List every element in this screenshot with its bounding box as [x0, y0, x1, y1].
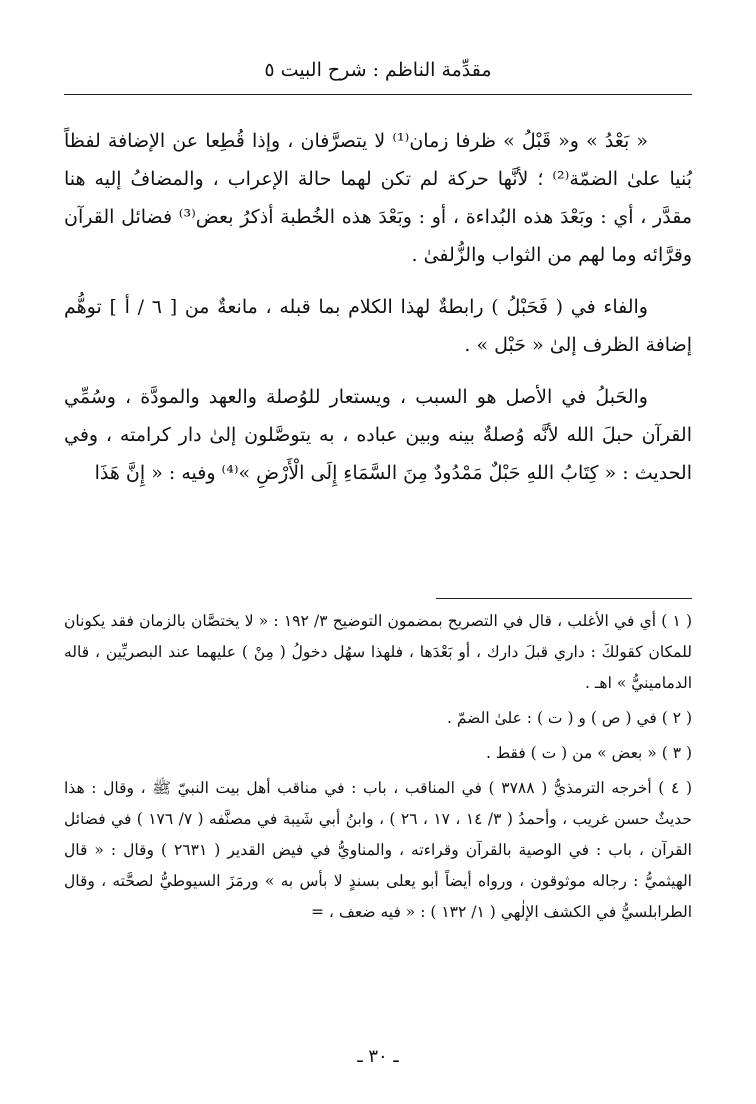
header-divider	[64, 94, 692, 95]
running-header: مقدِّمة الناظم : شرح البيت ٥	[264, 59, 492, 81]
main-text	[64, 122, 692, 506]
paragraph: والحَبلُ في الأصل هو السبب ، ويستعار للوُصلة والعهد والمودَّة ، وسُمِّي القرآن حبلَ الله لأنَّه وُصلةٌ بينه وبين عباده ، به يتوصَّلون إلىٰ دار كرامته ، وفي الحديث : « كِتَابُ اللهِ حَبْلٌ مَمْدُودٌ مِنَ السَّمَاءِ إِلَى الْأَرْضِ »⁽⁴⁾ وفيه : « إِنَّ هَذَا	[64, 386, 692, 484]
page-number: ـ ٣٠ ـ	[357, 1046, 399, 1067]
footnote: ( ١ ) أي في الأغلب ، قال في التصريح بمضمون التوضيح ٣/ ١٩٢ : « لا يختصَّان بالزمان فقد يكونان للمكان كقولكَ : داري قبلَ دارك ، أو بَعْدَها ، فلهذا سهُل دخولُ ( مِنْ ) عليهما عند البصريِّين ، قاله الدمامينيُّ » اهـ .	[64, 612, 693, 692]
footnote: ( ٤ ) أخرجه الترمذيُّ ( ٣٧٨٨ ) في المناقب ، باب : في مناقب أهل بيت النبيّ ﷺ ، وقال : هذا حديثٌ حسن غريب ، وأحمدُ ( ٣/ ١٤ ، ١٧ ، ٢٦ ) ، وابنُ أبي شَيبة في مصنَّفه ( ٧/ ١٧٦ ) في فضائل القرآن ، باب : في الوصية بالقرآن وقراءته ، والمناويُّ في فيض القدير ( ٢٦٣١ ) وقال : « قال الهيثميُّ : رجاله موثوقون ، ورواه أيضاً أبو يعلى بسندٍ لا بأس به » ورمَزَ السيوطيُّ لصحَّته ، وقال الطرابلسيُّ في الكشف الإلٰهي ( ١/ ١٣٢ ) : « فيه ضعف ، =	[64, 779, 693, 921]
paragraph: والفاء في ( فَحَبْلُ ) رابطةٌ لهذا الكلام بما قبله ، مانعةٌ من [ ٦ / أ ] توهُّم إضافة الظرف إلىٰ « حَبْل » .	[64, 296, 692, 356]
footnotes	[64, 606, 692, 932]
footnote: ( ٣ ) « بعض » من ( ت ) فقط .	[485, 744, 692, 762]
footnote-divider	[436, 598, 692, 599]
footnote: ( ٢ ) في ( ص ) و ( ت ) : علىٰ الضمّ .	[447, 709, 692, 727]
paragraph: « بَعْدُ » و« قَبْلُ » ظرفا زمان⁽¹⁾ لا يتصرَّفان ، وإذا قُطِعا عن الإضافة لفظاً بُنيا علىٰ الضمّة⁽²⁾ ؛ لأنَّها حركة لم تكن لهما حالة الإعراب ، والمضافُ إليه هنا مقدَّر ، أي : وبَعْدَ هذه البُداءة ، أو : وبَعْدَ هذه الخُطبة أذكرُ بعض⁽³⁾ فضائل القرآن وقرَّائه وما لهم من الثواب والزُّلفىٰ .	[64, 130, 692, 266]
